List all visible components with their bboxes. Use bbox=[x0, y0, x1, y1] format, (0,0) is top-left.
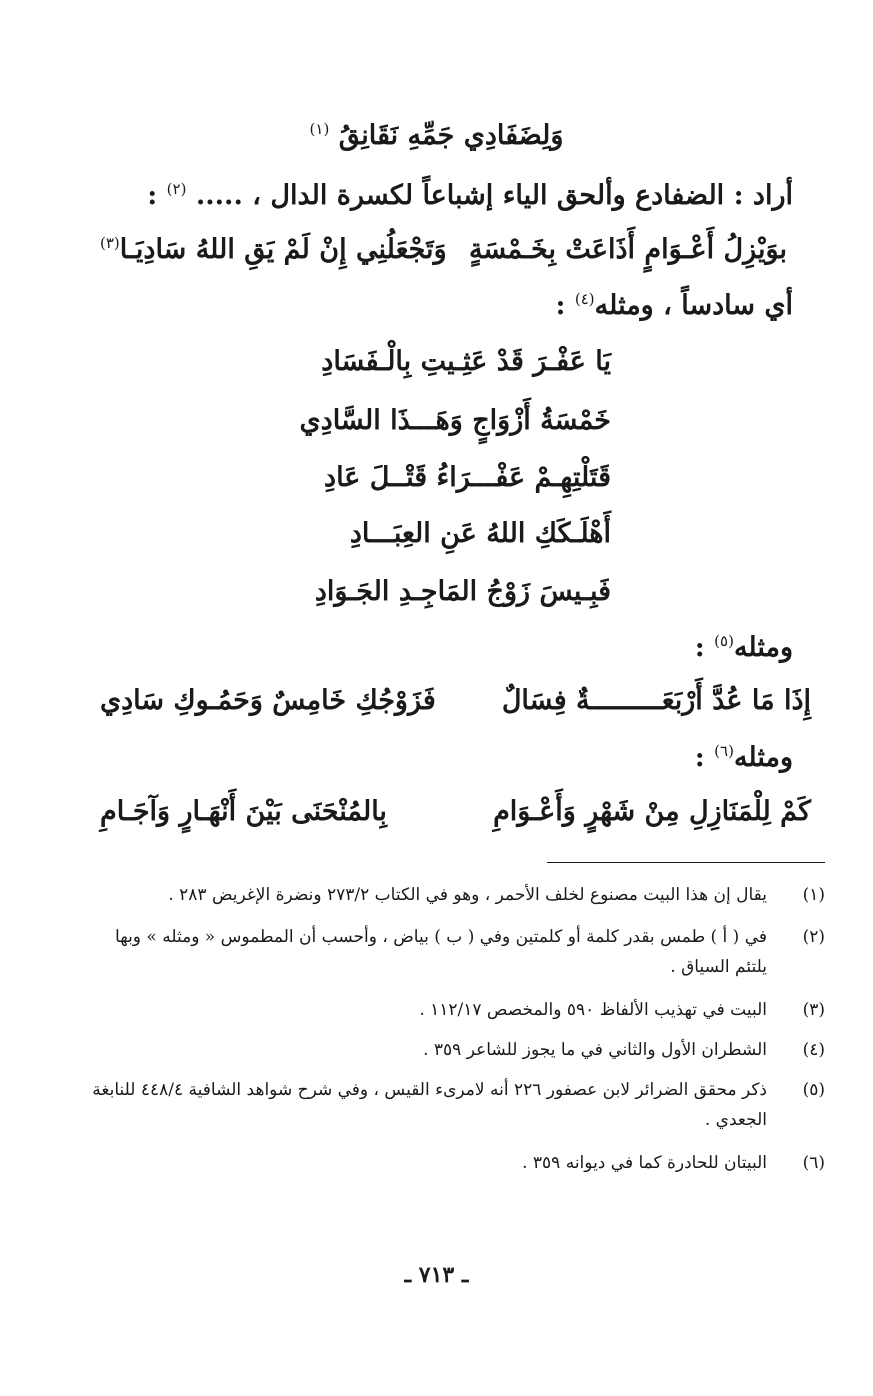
footnote-3 bbox=[80, 995, 825, 1025]
footnote-6 bbox=[80, 1148, 825, 1178]
colon: : bbox=[694, 742, 705, 773]
verse-line-1 bbox=[0, 120, 873, 151]
verse-text: وَلِضَفَادِي جَمِّهِ نَقَانِقُ bbox=[338, 120, 564, 151]
footnote-text: ذكر محقق الضرائر لابن عصفور ٢٢٦ أنه لامرىء القيس ، وفي شرح شواهد الشافية ٤٤٨/٤ للنابغة الجعدي . bbox=[92, 1080, 767, 1130]
verse-couplet-1 bbox=[0, 234, 873, 274]
rajaz-line-2: خَمْسَةُ أَزْوَاجٍ وَهَـــذَا السَّادِي bbox=[299, 405, 611, 436]
footnote-ref: (٣) bbox=[100, 234, 120, 252]
hemistich-left-wrap bbox=[100, 234, 447, 265]
commentary-line-3 bbox=[695, 632, 793, 663]
hemistich-right: كَمْ لِلْمَنَازِلِ مِنْ شَهْرٍ وَأَعْـوَامِ bbox=[493, 796, 811, 827]
footnote-text: البيت في تهذيب الألفاظ ٥٩٠ والمخصص ١١٢/١٧ . bbox=[419, 1000, 767, 1020]
commentary-text: ومثله bbox=[733, 742, 793, 773]
footnote-4 bbox=[80, 1035, 825, 1065]
footnote-number: (٤) bbox=[802, 1040, 825, 1060]
footnote-number: (٦) bbox=[802, 1153, 825, 1173]
rajaz-line-5: فَبِـيسَ زَوْجُ المَاجِـدِ الجَـوَادِ bbox=[314, 576, 611, 607]
footnote-ref: (٦) bbox=[714, 742, 734, 760]
footnote-text: الشطران الأول والثاني في ما يجوز للشاعر ٣٥٩ . bbox=[423, 1040, 767, 1060]
commentary-line-4 bbox=[695, 742, 793, 773]
colon: : bbox=[147, 180, 158, 211]
footnote-number: (٣) bbox=[802, 1000, 825, 1020]
hemistich-right: إِذَا مَا عُدَّ أَرْبَعَـــــــــةٌ فِسَالٌ bbox=[501, 685, 811, 716]
commentary-text: أي سادساً ، ومثله bbox=[594, 290, 793, 321]
commentary-line-1 bbox=[147, 180, 793, 211]
footnote-1 bbox=[80, 880, 825, 910]
footnote-ref: (٢) bbox=[166, 180, 187, 198]
rajaz-line-1: يَا عَفْـرَ قَدْ عَثِـيتِ بِالْـفَسَادِ bbox=[321, 346, 611, 377]
footnote-text: يقال إن هذا البيت مصنوع لخلف الأحمر ، وهو في الكتاب ٢٧٣/٢ ونضرة الإغريض ٢٨٣ . bbox=[168, 885, 767, 905]
footnote-2 bbox=[80, 922, 825, 982]
footnote-text: البيتان للحادرة كما في ديوانه ٣٥٩ . bbox=[522, 1153, 767, 1173]
commentary-text: ومثله bbox=[733, 632, 793, 663]
rajaz-line-3: قَتَلْتِهِـمْ عَفْـــرَاءُ قَتْــلَ عَادِ bbox=[324, 462, 611, 493]
commentary-line-2 bbox=[556, 290, 794, 321]
commentary-text: أراد : الضفادع وألحق الياء إشباعاً لكسرة الدال ، ..... bbox=[195, 180, 793, 211]
hemistich-right: بوَيْزِلُ أَعْـوَامٍ أَذَاعَتْ بِخَـمْسَةٍ bbox=[468, 234, 787, 265]
hemistich-left: بِالمُنْحَنَى بَيْنَ أَنْهَـارٍ وَآجَـامِ bbox=[100, 796, 387, 827]
footnote-ref: (٤) bbox=[574, 290, 595, 308]
footnote-ref: (٥) bbox=[714, 632, 734, 650]
hemistich-left: وَتَجْعَلُنِي إِنْ لَمْ يَقِ اللهُ سَادِيَـا bbox=[119, 234, 447, 265]
rajaz-line-4: أَهْلَـكَكِ اللهُ عَنِ العِبَـــادِ bbox=[349, 518, 611, 549]
footnote-5 bbox=[80, 1075, 825, 1135]
page-number: ـ ٧١٣ ـ bbox=[404, 1262, 469, 1288]
hemistich-left: فَزَوْجُكِ خَامِسٌ وَحَمُـوكِ سَادِي bbox=[100, 685, 436, 716]
footnote-text: في ( أ ) طمس بقدر كلمة أو كلمتين وفي ( ب ) بياض ، وأحسب أن المطموس « ومثله » وبها يلتئم السياق . bbox=[115, 927, 767, 977]
verse-couplet-2 bbox=[0, 685, 873, 725]
footnote-number: (٢) bbox=[802, 927, 825, 947]
colon: : bbox=[555, 290, 566, 321]
colon: : bbox=[694, 632, 705, 663]
verse-couplet-3 bbox=[0, 796, 873, 836]
footnote-number: (٥) bbox=[802, 1080, 825, 1100]
footnote-number: (١) bbox=[802, 885, 825, 905]
footnote-ref: (١) bbox=[309, 120, 330, 138]
footnote-separator bbox=[547, 862, 825, 863]
